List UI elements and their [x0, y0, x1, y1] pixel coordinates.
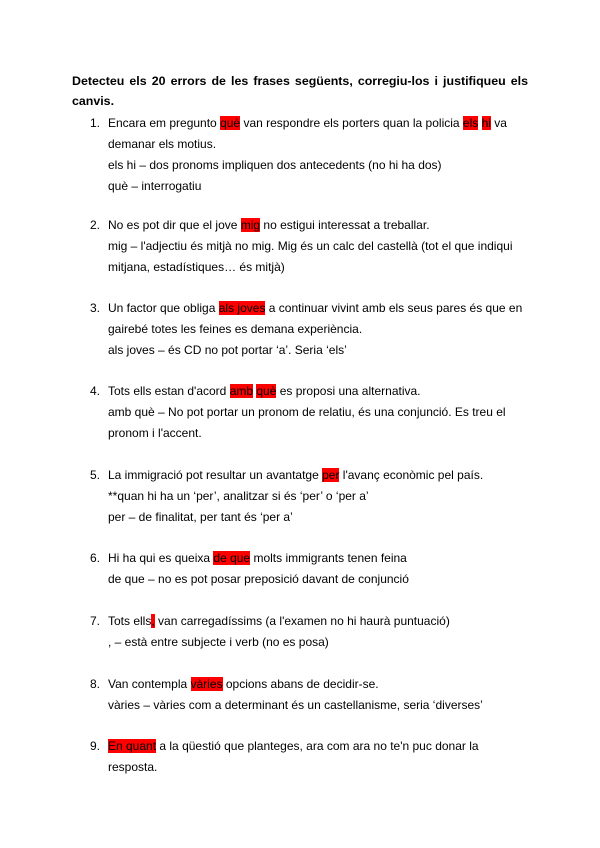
- list-item: [72, 381, 530, 444]
- sentence: Van contempla vàries opcions abans de decidir-se.: [108, 677, 379, 691]
- error-highlight: mig: [240, 218, 261, 232]
- list-item: [72, 465, 530, 528]
- sentence: Un factor que obliga als joves a continuar vivint amb els seus pares és que en: [108, 301, 523, 315]
- error-highlight: ,: [151, 614, 155, 628]
- correction-note: , – està entre subjecte i verb (no es posa): [108, 635, 329, 649]
- correction-note: pronom i l'accent.: [108, 426, 202, 440]
- sentence: Tots ells estan d'acord amb què es proposi una alternativa.: [108, 384, 421, 398]
- list-item: [72, 113, 530, 197]
- sentence-continuation: demanar els motius.: [108, 137, 217, 151]
- item-number: 5.: [90, 468, 101, 482]
- list-item: [72, 611, 530, 653]
- list-item: [72, 298, 530, 361]
- correction-note: de que – no es pot posar preposició davant de conjunció: [108, 572, 409, 586]
- error-highlight: hi: [481, 116, 491, 130]
- correction-note: mig – l'adjectiu és mitjà no mig. Mig és un calc del castellà (tot el que indiqui: [108, 239, 513, 253]
- correction-note: els hi – dos pronoms impliquen dos antecedents (no hi ha dos): [108, 158, 442, 172]
- error-highlight: de que: [213, 551, 251, 565]
- sentence-continuation: gairebé totes les feines es demana experiència.: [108, 322, 363, 336]
- error-highlight: què: [220, 116, 241, 130]
- sentence: Hi ha qui es queixa de que molts immigrants tenen feina: [108, 551, 407, 565]
- sentence: En quant a la qüestió que planteges, ara com ara no te'n puc donar la: [108, 739, 479, 753]
- error-highlight: als joves: [218, 301, 266, 315]
- item-number: 9.: [90, 739, 101, 753]
- correction-note: per – de finalitat, per tant és ‘per a’: [108, 510, 293, 524]
- item-number: 4.: [90, 384, 101, 398]
- error-highlight: els: [462, 116, 479, 130]
- error-highlight: vàries: [190, 677, 223, 691]
- item-number: 7.: [90, 614, 101, 628]
- item-number: 6.: [90, 551, 101, 565]
- correction-note: **quan hi ha un ‘per’, analitzar si és ‘per’ o ‘per a’: [108, 489, 369, 503]
- sentence: Encara em pregunto què van respondre els porters quan la policia els hi va: [108, 116, 507, 130]
- correction-note: què – interrogatiu: [108, 179, 202, 193]
- list-item: [72, 548, 530, 590]
- correction-note: als joves – és CD no pot portar ‘a’. Seria ‘els’: [108, 343, 347, 357]
- sentence-continuation: resposta.: [108, 760, 158, 774]
- sentence: No es pot dir que el jove mig no estigui interessat a treballar.: [108, 218, 430, 232]
- sentence: Tots ells, van carregadíssims (a l'examen no hi haurà puntuació): [108, 614, 450, 628]
- error-highlight: amb: [229, 384, 254, 398]
- page-title: Detecteu els 20 errors de les frases següents, corregiu-los i justifiqueu els canvis.: [72, 74, 528, 108]
- error-highlight: per: [322, 468, 340, 482]
- error-highlight: què: [256, 384, 277, 398]
- sentence: La immigració pot resultar un avantatge per l'avanç econòmic pel país.: [108, 468, 484, 482]
- correction-note: amb què – No pot portar un pronom de relatiu, és una conjunció. Es treu el: [108, 405, 506, 419]
- correction-note: mitjana, estadístiques… és mitjà): [108, 260, 285, 274]
- error-highlight: En quant: [108, 739, 157, 753]
- list-item: [72, 674, 530, 716]
- correction-note: vàries – vàries com a determinant és un castellanisme, seria ‘diverses’: [108, 698, 483, 712]
- item-number: 2.: [90, 218, 101, 232]
- item-number: 8.: [90, 677, 101, 691]
- item-number: 3.: [90, 301, 101, 315]
- list-item: [72, 736, 530, 778]
- list-item: [72, 215, 530, 278]
- item-number: 1.: [90, 116, 101, 130]
